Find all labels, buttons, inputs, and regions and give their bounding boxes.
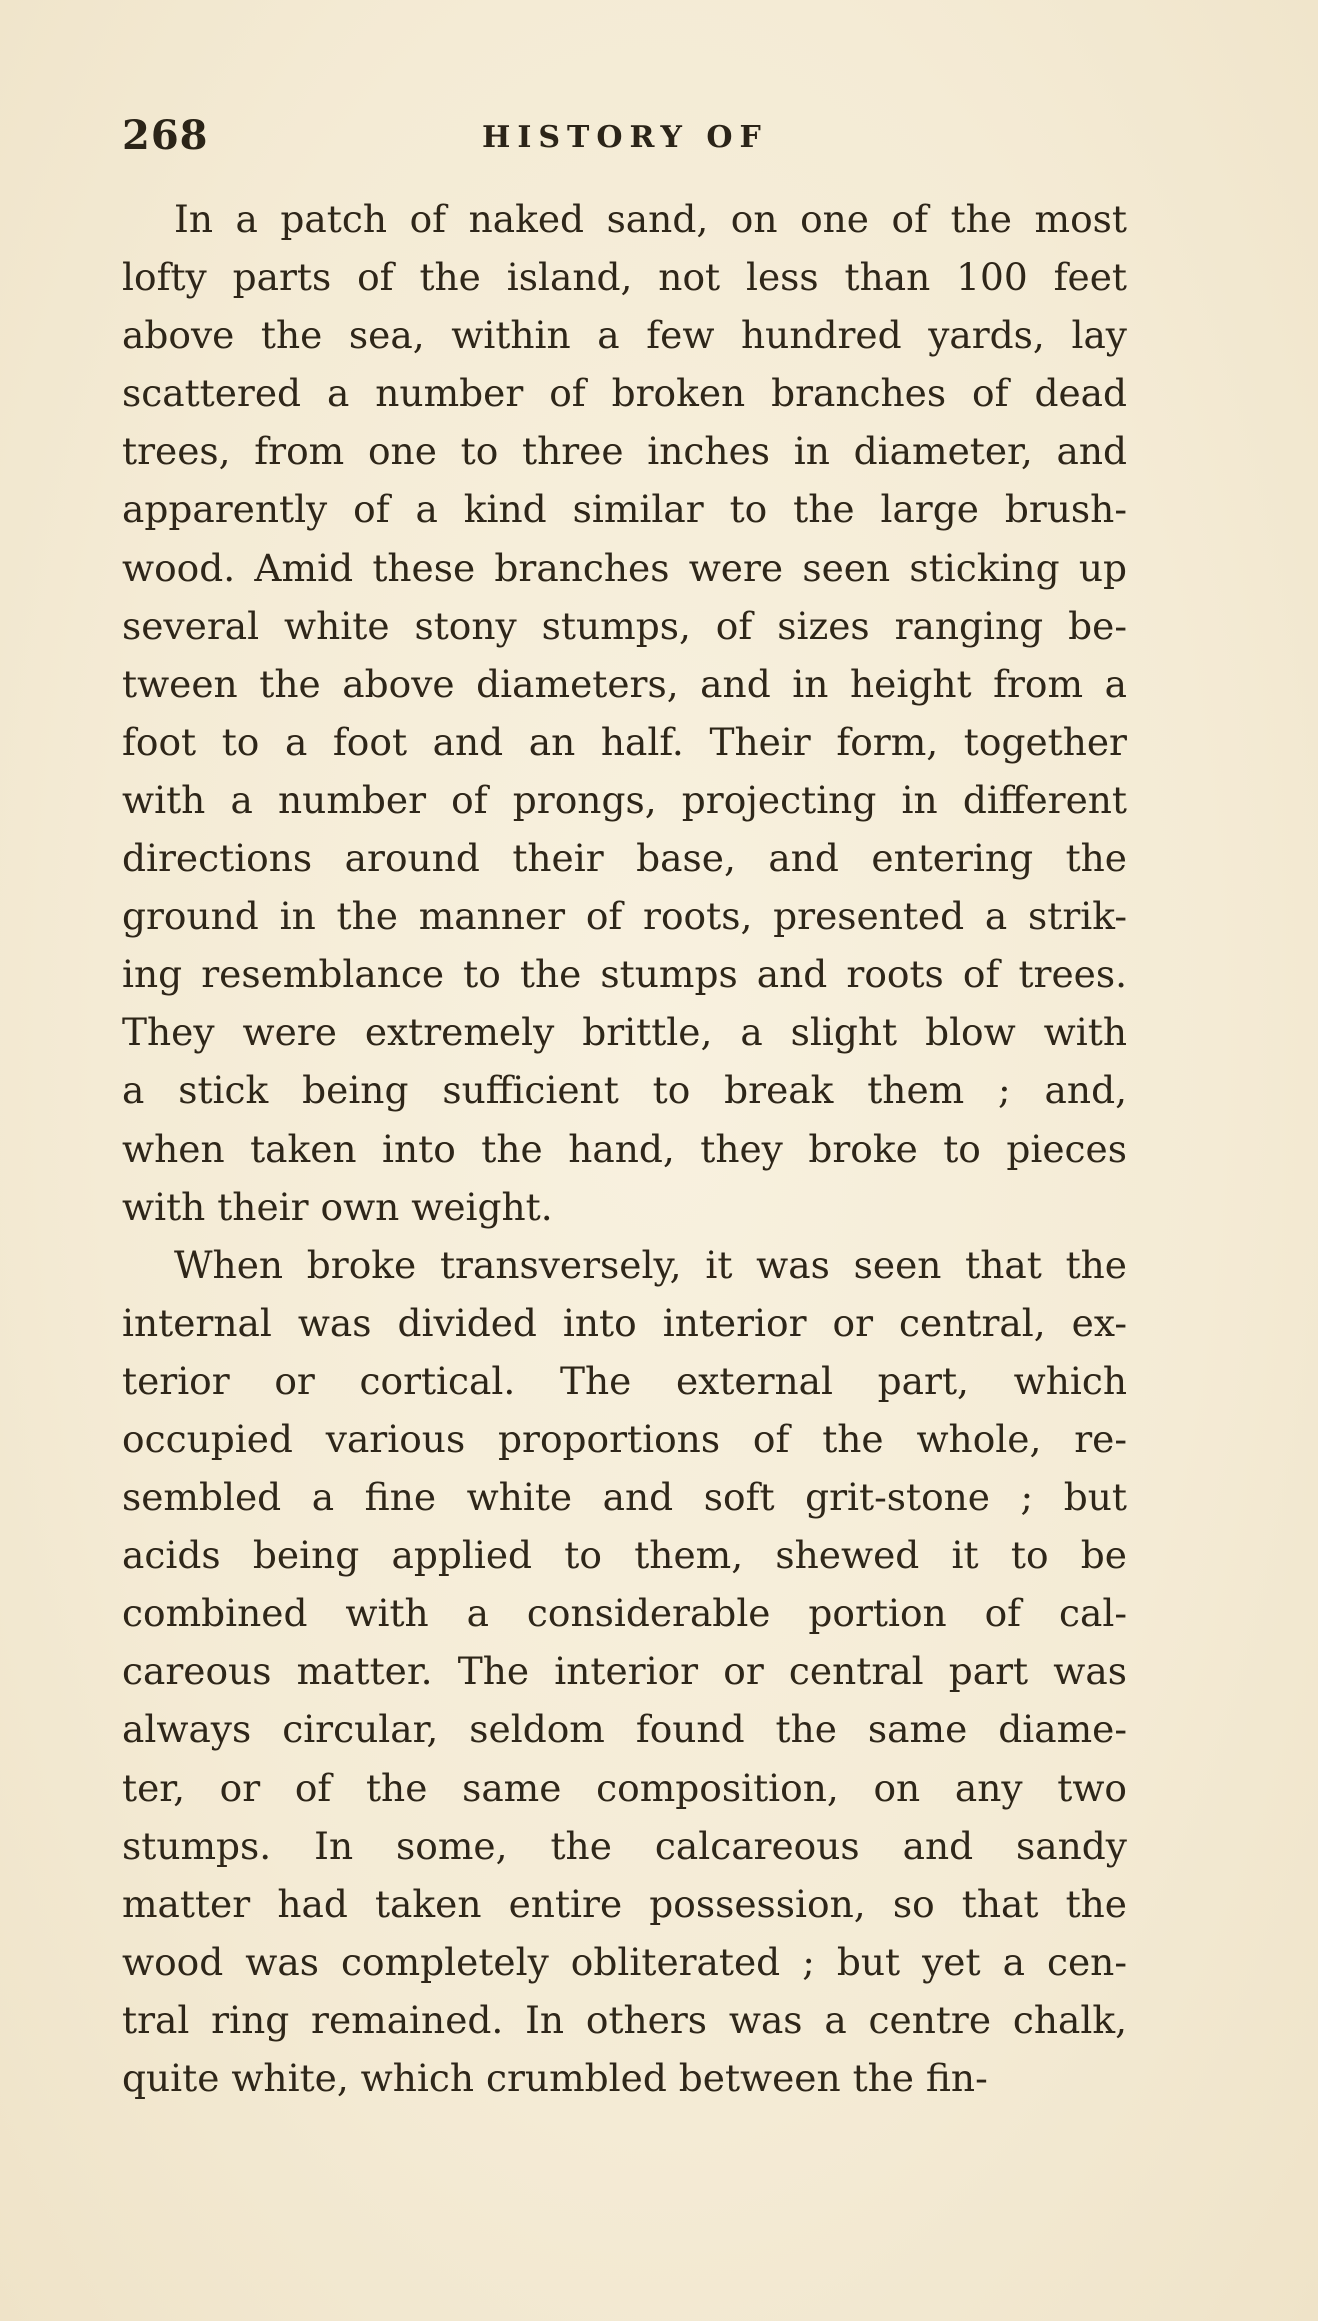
text-line: ter, or of the same composition, on any two — [122, 1765, 1127, 1810]
text-line: tral ring remained. In others was a centre chalk, — [122, 1997, 1127, 2042]
text-line: ground in the manner of roots, presented a strik- — [122, 894, 1127, 939]
text-line: wood. Amid these branches were seen sticking up — [122, 545, 1127, 590]
paragraph-1 — [122, 190, 1127, 1236]
text-line: matter had taken entire possession, so that the — [122, 1881, 1127, 1926]
text-line: tween the above diameters, and in height from a — [122, 661, 1127, 706]
text-line: a stick being sufficient to break them ; and, — [122, 1068, 1127, 1113]
text-line: with a number of prongs, projecting in different — [122, 777, 1127, 822]
text-line: When broke transversely, it was seen that the — [174, 1242, 1127, 1287]
text-line: foot to a foot and an half. Their form, together — [122, 719, 1127, 764]
text-line: acids being applied to them, shewed it to be — [122, 1533, 1127, 1578]
text-line: several white stony stumps, of sizes ranging be- — [122, 603, 1127, 648]
text-line: scattered a number of broken branches of dead — [122, 371, 1127, 416]
text-line: In a patch of naked sand, on one of the most — [174, 197, 1127, 241]
text-line: above the sea, within a few hundred yards, lay — [122, 313, 1127, 358]
paragraph-2 — [122, 1236, 1127, 2107]
body-text — [122, 190, 1127, 2107]
text-line: lofty parts of the island, not less than 100 feet — [122, 255, 1127, 300]
text-line: ing resemblance to the stumps and roots of trees. — [122, 952, 1127, 997]
text-line: with their own weight. — [122, 1184, 553, 1229]
text-line: trees, from one to three inches in diameter, and — [122, 429, 1127, 474]
text-line: always circular, seldom found the same diame- — [122, 1707, 1127, 1752]
text-line: sembled a fine white and soft grit-stone ; but — [122, 1475, 1127, 1520]
text-line: occupied various proportions of the whole, re- — [122, 1416, 1127, 1461]
text-line: quite white, which crumbled between the fin- — [122, 2056, 988, 2100]
text-line: apparently of a kind similar to the large brush- — [122, 487, 1127, 532]
page-header — [122, 112, 1142, 172]
text-line: careous matter. The interior or central part was — [122, 1649, 1127, 1694]
text-line: wood was completely obliterated ; but yet a cen- — [122, 1939, 1127, 1984]
text-line: when taken into the hand, they broke to pieces — [122, 1126, 1127, 1171]
text-line: stumps. In some, the calcareous and sandy — [122, 1823, 1127, 1868]
text-line: internal was divided into interior or central, ex- — [122, 1300, 1127, 1345]
text-line: They were extremely brittle, a slight blow with — [122, 1010, 1127, 1055]
text-line: directions around their base, and entering the — [122, 836, 1127, 881]
page-number: 268 — [122, 112, 209, 159]
running-head: HISTORY OF — [482, 120, 768, 155]
text-line: terior or cortical. The external part, which — [122, 1358, 1127, 1403]
text-line: combined with a considerable portion of cal- — [122, 1591, 1127, 1636]
